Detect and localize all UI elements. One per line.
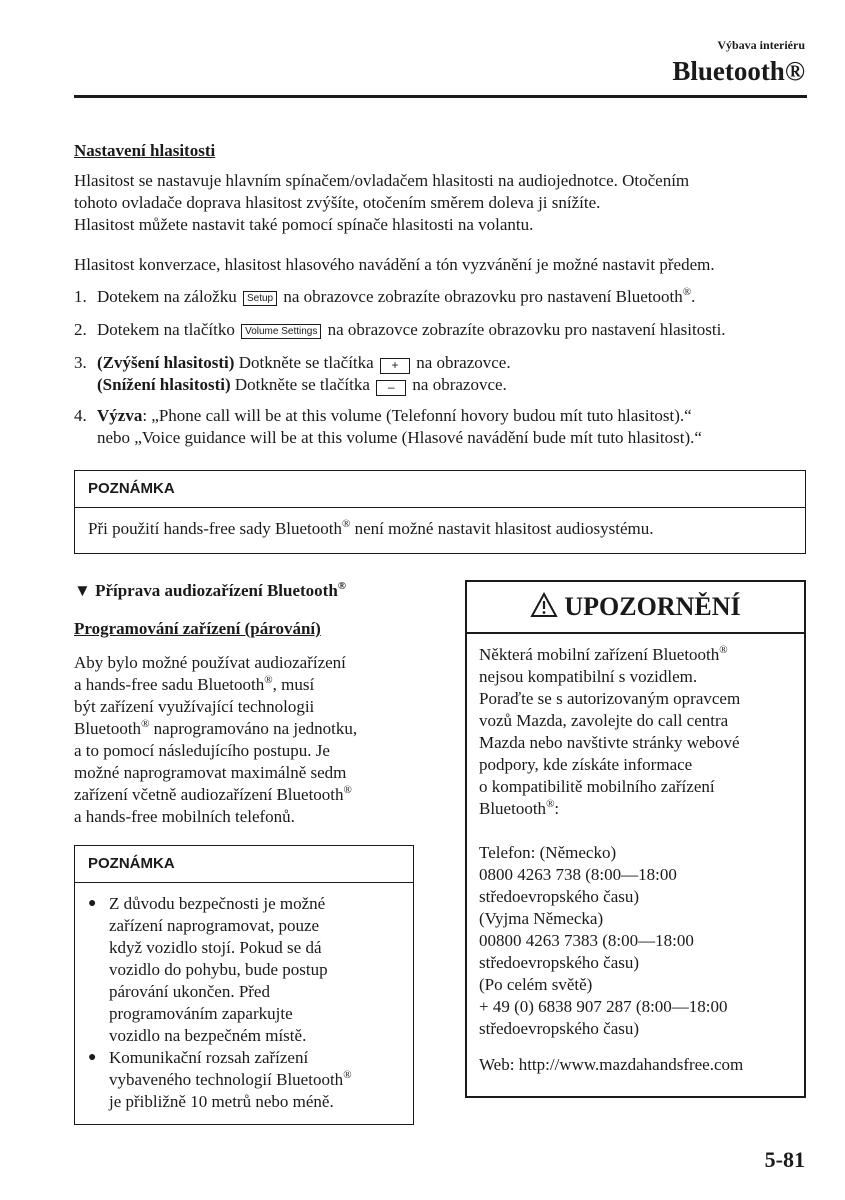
contact-line: středoevropského času) (479, 1019, 640, 1038)
warning-line: Některá mobilní zařízení Bluetooth (479, 645, 720, 664)
step-4 (74, 405, 814, 449)
registered-mark: ® (343, 1069, 352, 1081)
warning-line: Poraďte se s autorizovaným opravcem (479, 689, 741, 708)
prep-line: a hands-free mobilních telefonů. (74, 807, 295, 826)
prep-line: a to pomocí následujícího postupu. Je (74, 741, 330, 760)
note-bullet-line: Komunikační rozsah zařízení (109, 1048, 309, 1067)
volume-p1-line: Hlasitost se nastavuje hlavním spínačem/ovladačem hlasitosti na audiojednotce. Otočením (74, 171, 690, 190)
note-box-1 (74, 470, 806, 554)
prompt-line-1: : „Phone call will be at this volume (Telefonní hovory budou mít tuto hlasitost).“ (142, 406, 692, 425)
warning-title: UPOZORNĚNÍ (564, 592, 741, 621)
step-1-text-after: na obrazovce zobrazíte obrazovku pro nastavení Bluetooth (283, 287, 683, 306)
volume-heading: Nastavení hlasitosti (74, 141, 216, 160)
contact-line: 0800 4263 738 (8:00—18:00 (479, 865, 677, 884)
decrease-volume-text: Dotkněte se tlačítka (234, 375, 370, 394)
page-number: 5-81 (764, 1147, 805, 1172)
step-2 (74, 319, 814, 341)
note-bullet-line: vybaveného technologií Bluetooth (109, 1070, 344, 1089)
warning-line: Bluetooth (479, 799, 547, 818)
step-number: 4. (74, 406, 87, 425)
note-bullet-line: programováním zaparkujte (109, 1004, 293, 1023)
prep-line: možné naprogramovat maximálně sedm (74, 763, 347, 782)
note-bullet-line: zařízení naprogramovat, pouze (109, 916, 320, 935)
decrease-volume-label: (Snížení hlasitosti) (97, 375, 231, 394)
warning-line-tail: : (554, 799, 560, 818)
note-2-list (75, 883, 413, 1113)
contact-line: (Vyjma Německa) (479, 909, 604, 928)
prep-line: Bluetooth (74, 719, 142, 738)
plus-button: + (380, 358, 410, 374)
note-bullet-line: vozidlo do pohybu, bude postup (109, 960, 328, 979)
registered-mark: ® (264, 674, 273, 686)
note-bullet-item (88, 1047, 413, 1113)
web-url: Web: http://www.mazdahandsfree.com (479, 1055, 744, 1074)
bullet-icon: ● (88, 1050, 97, 1065)
header-rule (74, 95, 807, 98)
prep-body (74, 652, 357, 828)
volume-settings-button: Volume Settings (241, 324, 321, 339)
increase-volume-after: na obrazovce. (416, 353, 511, 372)
decrease-volume-after: na obrazovce. (412, 375, 507, 394)
note-1-line-after: není možné nastavit hlasitost audiosystému. (350, 519, 654, 538)
warning-line: podpory, kde získáte informace (479, 755, 693, 774)
note-bullet-item (88, 893, 413, 1047)
volume-p1-line: tohoto ovladače doprava hlasitost zvýšíte, otočením směrem doleva ji snížíte. (74, 193, 601, 212)
step-1 (74, 286, 814, 308)
warning-line: vozů Mazda, zavolejte do call centra (479, 711, 729, 730)
step-1-text: Dotekem na záložku (97, 287, 237, 306)
registered-mark: ® (337, 580, 347, 592)
minus-button: – (376, 380, 406, 396)
note-bullet-line: párování ukončen. Před (109, 982, 270, 1001)
increase-volume-text: Dotkněte se tlačítka (238, 353, 374, 372)
note-box-2 (74, 845, 414, 1125)
warning-header (467, 582, 804, 634)
prompt-line-2: nebo „Voice guidance will be at this volume (Hlasové navádění bude mít tuto hlasitost).“ (97, 428, 702, 447)
contact-line: středoevropského času) (479, 887, 640, 906)
warning-line: o kompatibilitě mobilního zařízení (479, 777, 715, 796)
step-2-text: Dotekem na tlačítko (97, 320, 235, 339)
contact-line: středoevropského času) (479, 953, 640, 972)
warning-icon (530, 592, 558, 618)
volume-paragraph-1 (74, 170, 689, 236)
prep-line-tail: naprogramováno na jednotku, (149, 719, 358, 738)
note-1-text (75, 508, 805, 540)
note-bullet-line: vozidlo na bezpečném místě. (109, 1026, 307, 1045)
contact-line: (Po celém světě) (479, 975, 593, 994)
contact-line: Telefon: (Německo) (479, 843, 617, 862)
contact-line: + 49 (0) 6838 907 287 (8:00—18:00 (479, 997, 728, 1016)
note-bullet-line: když vozidlo stojí. Pokud se dá (109, 938, 322, 957)
note-heading: POZNÁMKA (75, 471, 805, 508)
setup-tab-button: Setup (243, 291, 277, 306)
pairing-subheading: Programování zařízení (párování) (74, 619, 321, 638)
contact-line: 00800 4263 7383 (8:00—18:00 (479, 931, 694, 950)
volume-p1-line: Hlasitost můžete nastavit také pomocí spínače hlasitosti na volantu. (74, 215, 534, 234)
step-3 (74, 352, 814, 396)
note-heading: POZNÁMKA (75, 846, 413, 883)
warning-box (465, 580, 806, 1098)
volume-paragraph-2: Hlasitost konverzace, hlasitost hlasového navádění a tón vyzvánění je možné nastavit předem. (74, 255, 715, 274)
registered-mark: ® (141, 718, 150, 730)
prep-heading-text: Příprava audiozařízení Bluetooth (95, 581, 338, 600)
warning-line: Mazda nebo navštivte stránky webové (479, 733, 740, 752)
section-label: Výbava interiéru (717, 38, 805, 52)
prep-line: a hands-free sadu Bluetooth (74, 675, 265, 694)
note-bullet-line: Z důvodu bezpečnosti je možné (109, 894, 326, 913)
step-2-text-after: na obrazovce zobrazíte obrazovku pro nastavení hlasitosti. (327, 320, 726, 339)
bullet-icon: ● (88, 896, 97, 911)
registered-mark: ® (546, 798, 555, 810)
warning-body (467, 634, 804, 1076)
registered-mark: ® (342, 518, 351, 530)
step-1-end: . (691, 287, 696, 306)
step-number: 2. (74, 320, 87, 339)
note-1-line: Při použití hands-free sady Bluetooth (88, 519, 343, 538)
registered-mark: ® (682, 286, 692, 298)
prompt-label: Výzva (97, 406, 143, 425)
increase-volume-label: (Zvýšení hlasitosti) (97, 353, 235, 372)
warning-line: nejsou kompatibilní s vozidlem. (479, 667, 698, 686)
prep-line: být zařízení využívající technologii (74, 697, 315, 716)
prep-heading (74, 580, 346, 602)
page-title: Bluetooth® (672, 56, 805, 86)
registered-mark: ® (343, 784, 352, 796)
prep-line: Aby bylo možné používat audiozařízení (74, 653, 346, 672)
triangle-down-icon: ▼ (74, 581, 91, 600)
step-number: 1. (74, 287, 87, 306)
prep-line: zařízení včetně audiozařízení Bluetooth (74, 785, 344, 804)
registered-mark: ® (719, 644, 728, 656)
step-number: 3. (74, 353, 87, 372)
prep-line-tail: , musí (272, 675, 315, 694)
note-bullet-line: je přibližně 10 metrů nebo méně. (109, 1092, 334, 1111)
